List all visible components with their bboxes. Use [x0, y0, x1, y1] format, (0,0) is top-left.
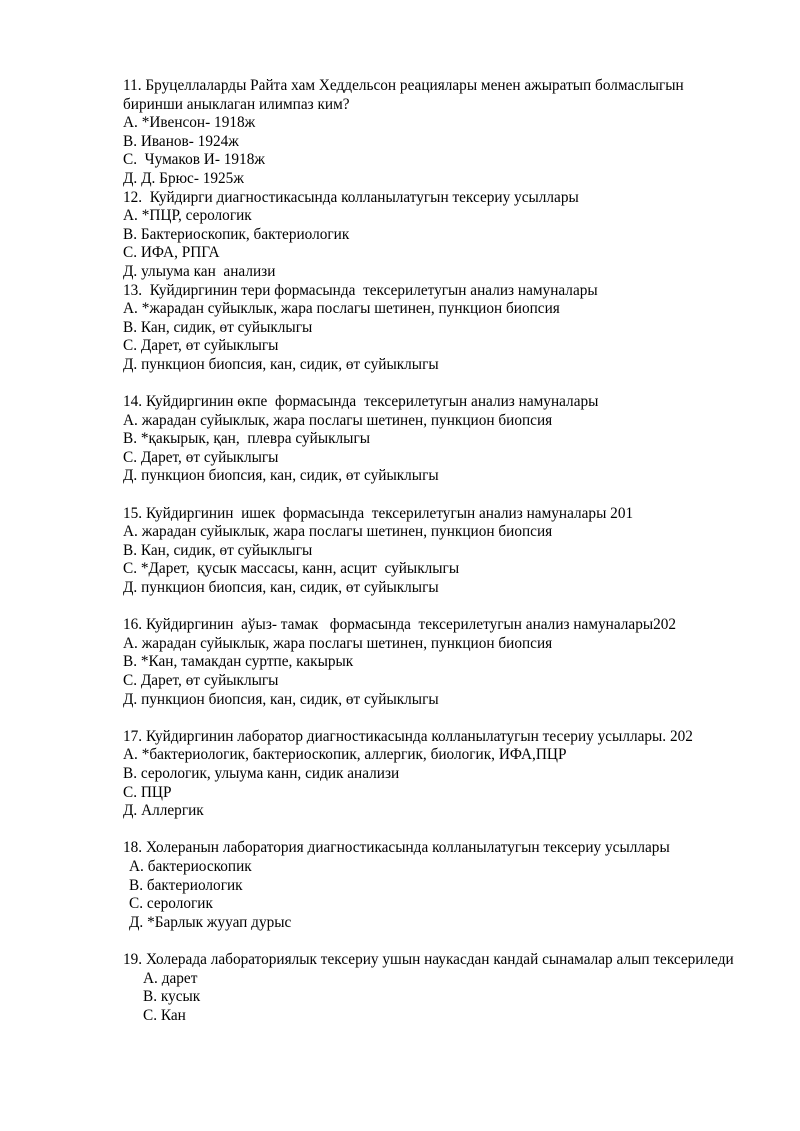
document-body	[123, 77, 743, 1025]
question-title: 18. Холеранын лаборатория диагностикасында колланылатугын тексериу усыллары	[123, 839, 670, 857]
answer-option: C. Дарет, өт суйыклыгы	[123, 672, 279, 689]
answer-option: C. ИФА, РПГА	[123, 244, 220, 262]
answer-option: A. дарет	[143, 969, 198, 987]
answer-option: A. бактериоскопик	[129, 857, 252, 875]
answer-option: C. серологик	[129, 895, 213, 913]
question-title: 16. Куйдиргинин аўыз- тамак формасында тексерилетугын анализ намуналары202	[123, 616, 677, 634]
question-title: 14. Куйдиргинин өкпе формасында тексерилетугын анализ намуналары	[123, 393, 599, 411]
answer-option: B. Кан, сидик, өт суйыклыгы	[123, 318, 313, 336]
answer-option: A. *жарадан суйыклык, жара послагы шетинен, пункцион биопсия	[123, 300, 560, 318]
question-title: 13. Куйдиргинин тери формасында тексерилетугын анализ намуналары	[123, 281, 598, 299]
answer-option: Д. пункцион биопсия, кан, сидик, өт суйыклыгы	[123, 690, 439, 708]
paragraph-gap	[123, 486, 743, 505]
answer-option: C. Чумаков И- 1918ж	[123, 151, 265, 169]
answer-option: B. серологик, улыума канн, сидик анализи	[123, 764, 400, 782]
paragraph-gap	[123, 709, 743, 728]
paragraph-gap	[123, 598, 743, 617]
answer-option: B. бактериологик	[129, 876, 243, 894]
paragraph-gap	[123, 821, 743, 840]
answer-option: A. *бактериологик, бактериоскопик, аллергик, биологик, ИФА,ПЦР	[123, 746, 567, 764]
answer-option: A. жарадан суйыклык, жара послагы шетинен, пункцион биопсия	[123, 634, 553, 652]
answer-option: Д. *Барлык жууап дурыс	[129, 913, 292, 931]
answer-option: B. Бактериоскопик, бактериологик	[123, 225, 350, 243]
answer-option: Д. пункцион биопсия, кан, сидик, өт суйыклыгы	[123, 579, 439, 597]
answer-option: A. *ПЦР, серологик	[123, 207, 252, 225]
answer-option: B. Иванов- 1924ж	[123, 132, 239, 150]
answer-option: Д. пункцион биопсия, кан, сидик, өт суйыклыгы	[123, 355, 439, 373]
answer-option: C. Дарет, өт суйыклыгы	[123, 448, 279, 466]
paragraph-gap	[123, 932, 743, 951]
question-title: 11. Бруцеллаларды Райта хам Хеддельсон реациялары менен ажыратып болмаслыгын биринши аныклаган илимпаз ким?	[123, 77, 684, 113]
answer-option: B. кусык	[143, 988, 201, 1006]
paragraph-gap	[123, 375, 743, 394]
answer-option: B. *қакырык, қан, плевра суйыклыгы	[123, 430, 371, 448]
answer-option: Д. улыума кан анализи	[123, 262, 276, 280]
answer-option: C. Кан	[143, 1006, 186, 1024]
answer-option: A. жарадан суйыклык, жара послагы шетинен, пункцион биопсия	[123, 411, 553, 429]
answer-option: B. *Кан, тамакдан суртпе, какырык	[123, 653, 354, 671]
answer-option: Д. пункцион биопсия, кан, сидик, өт суйыклыгы	[123, 467, 439, 485]
question-title: 19. Холерада лабораториялык тексериу ушын наукасдан кандай сынамалар алып тексериледи	[123, 950, 734, 968]
answer-option: Д. Д. Брюс- 1925ж	[123, 169, 244, 187]
answer-option: Д. Аллергик	[123, 802, 204, 820]
answer-option: C. ПЦР	[123, 783, 172, 801]
answer-option: A. *Ивенсон- 1918ж	[123, 114, 256, 132]
answer-option: B. Кан, сидик, өт суйыклыгы	[123, 541, 313, 559]
answer-option: C. *Дарет, қусык массасы, канн, асцит суйыклыгы	[123, 560, 460, 578]
question-title: 12. Куйдирги диагностикасында колланылатугын тексериу усыллары	[123, 188, 579, 206]
question-title: 15. Куйдиргинин ишек формасында тексерилетугын анализ намуналары 201	[123, 504, 634, 522]
answer-option: A. жарадан суйыклык, жара послагы шетинен, пункцион биопсия	[123, 523, 553, 541]
question-title: 17. Куйдиргинин лаборатор диагностикасында колланылатугын тесериу усыллары. 202	[123, 727, 693, 745]
answer-option: C. Дарет, өт суйыклыгы	[123, 337, 279, 355]
